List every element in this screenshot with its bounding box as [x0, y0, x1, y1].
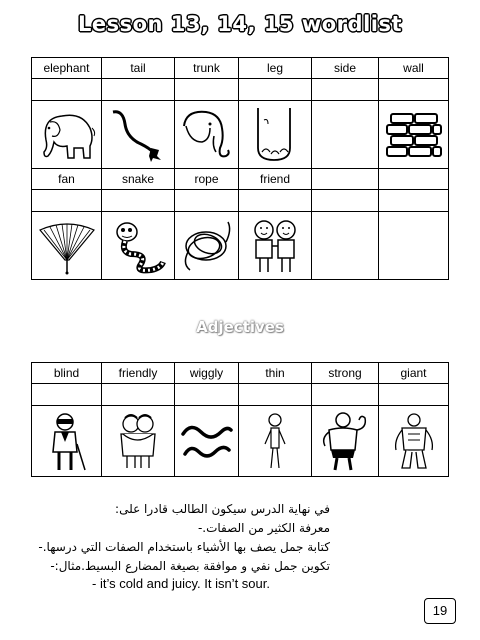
blank-cell	[379, 190, 449, 212]
friend-picture-cell	[239, 212, 312, 280]
blank-cell	[312, 190, 379, 212]
tail-icon	[107, 106, 169, 164]
side-picture-cell	[312, 101, 379, 169]
wordlist-table	[31, 57, 449, 280]
word-wiggly: wiggly	[175, 363, 239, 384]
objectives-intro: في نهاية الدرس سيكون الطالب قادرا على:	[115, 502, 330, 516]
thin-man-icon	[245, 410, 305, 472]
table-row	[32, 79, 449, 101]
table-row	[32, 58, 449, 79]
giant-icon	[384, 410, 444, 472]
word-giant: giant	[379, 363, 449, 384]
blank-cell	[379, 79, 449, 101]
blind-picture-cell	[32, 406, 102, 477]
trunk-picture-cell	[175, 101, 239, 169]
objective-item: كتابة جمل يصف بها الأشياء باستخدام الصفات التي درسها.-	[38, 540, 330, 554]
table-row	[32, 190, 449, 212]
blank-cell	[175, 190, 239, 212]
elephant-icon	[36, 106, 98, 164]
thin-picture-cell	[239, 406, 312, 477]
elephant-picture-cell	[32, 101, 102, 169]
page-number: 19	[424, 598, 456, 624]
wall-icon	[383, 106, 445, 164]
blank-cell	[102, 384, 175, 406]
wiggly-picture-cell	[175, 406, 239, 477]
table-row	[32, 363, 449, 384]
rope-icon	[176, 216, 238, 276]
table-row	[32, 384, 449, 406]
word-trunk: trunk	[175, 58, 239, 79]
empty-picture-cell	[312, 212, 379, 280]
word-thin: thin	[239, 363, 312, 384]
word-side: side	[312, 58, 379, 79]
blank-cell	[102, 79, 175, 101]
tail-picture-cell	[102, 101, 175, 169]
table-row	[32, 212, 449, 280]
objective-item: معرفة الكثير من الصفات.-	[197, 521, 330, 535]
adjectives-table	[31, 362, 449, 477]
blank-cell	[32, 384, 102, 406]
rope-picture-cell	[175, 212, 239, 280]
empty-picture-cell	[379, 212, 449, 280]
leg-picture-cell	[239, 101, 312, 169]
snake-picture-cell	[102, 212, 175, 280]
objective-item: تكوين جمل نفي و موافقة بصيغة المضارع البسيط.مثال:-	[50, 559, 330, 573]
word-snake: snake	[102, 169, 175, 190]
blank-cell	[239, 190, 312, 212]
word-friend: friend	[239, 169, 312, 190]
word-blind: blind	[32, 363, 102, 384]
example-sentence: - it’s cold and juicy. It isn’t sour.	[92, 576, 270, 591]
word-tail: tail	[102, 58, 175, 79]
strong-man-icon	[315, 410, 375, 472]
word-leg: leg	[239, 58, 312, 79]
word-wall: wall	[379, 58, 449, 79]
word-elephant: elephant	[32, 58, 102, 79]
word-friendly: friendly	[102, 363, 175, 384]
blank-cell	[175, 79, 239, 101]
blank-cell	[312, 79, 379, 101]
blank-cell	[239, 79, 312, 101]
wall-picture-cell	[379, 101, 449, 169]
giant-picture-cell	[379, 406, 449, 477]
word-fan: fan	[32, 169, 102, 190]
snake-icon	[107, 216, 169, 276]
friendly-picture-cell	[102, 406, 175, 477]
blank-cell	[102, 190, 175, 212]
blank-cell	[32, 79, 102, 101]
word-strong: strong	[312, 363, 379, 384]
leg-icon	[244, 106, 306, 164]
word-empty	[379, 169, 449, 190]
learning-objectives	[30, 500, 330, 576]
friends-icon	[244, 216, 306, 276]
blank-cell	[312, 384, 379, 406]
adjectives-heading: Adjectives	[196, 318, 284, 336]
fan-icon	[36, 216, 98, 276]
blind-man-icon	[37, 410, 97, 472]
blank-cell	[239, 384, 312, 406]
page-title: Lesson 13, 14, 15 wordlist	[77, 12, 403, 36]
blank-cell	[379, 384, 449, 406]
word-empty	[312, 169, 379, 190]
trunk-icon	[176, 106, 238, 164]
hugging-friends-icon	[107, 410, 169, 472]
wiggly-lines-icon	[177, 410, 237, 472]
blank-cell	[32, 190, 102, 212]
table-row	[32, 406, 449, 477]
table-row	[32, 169, 449, 190]
fan-picture-cell	[32, 212, 102, 280]
word-rope: rope	[175, 169, 239, 190]
table-row	[32, 101, 449, 169]
strong-picture-cell	[312, 406, 379, 477]
blank-cell	[175, 384, 239, 406]
